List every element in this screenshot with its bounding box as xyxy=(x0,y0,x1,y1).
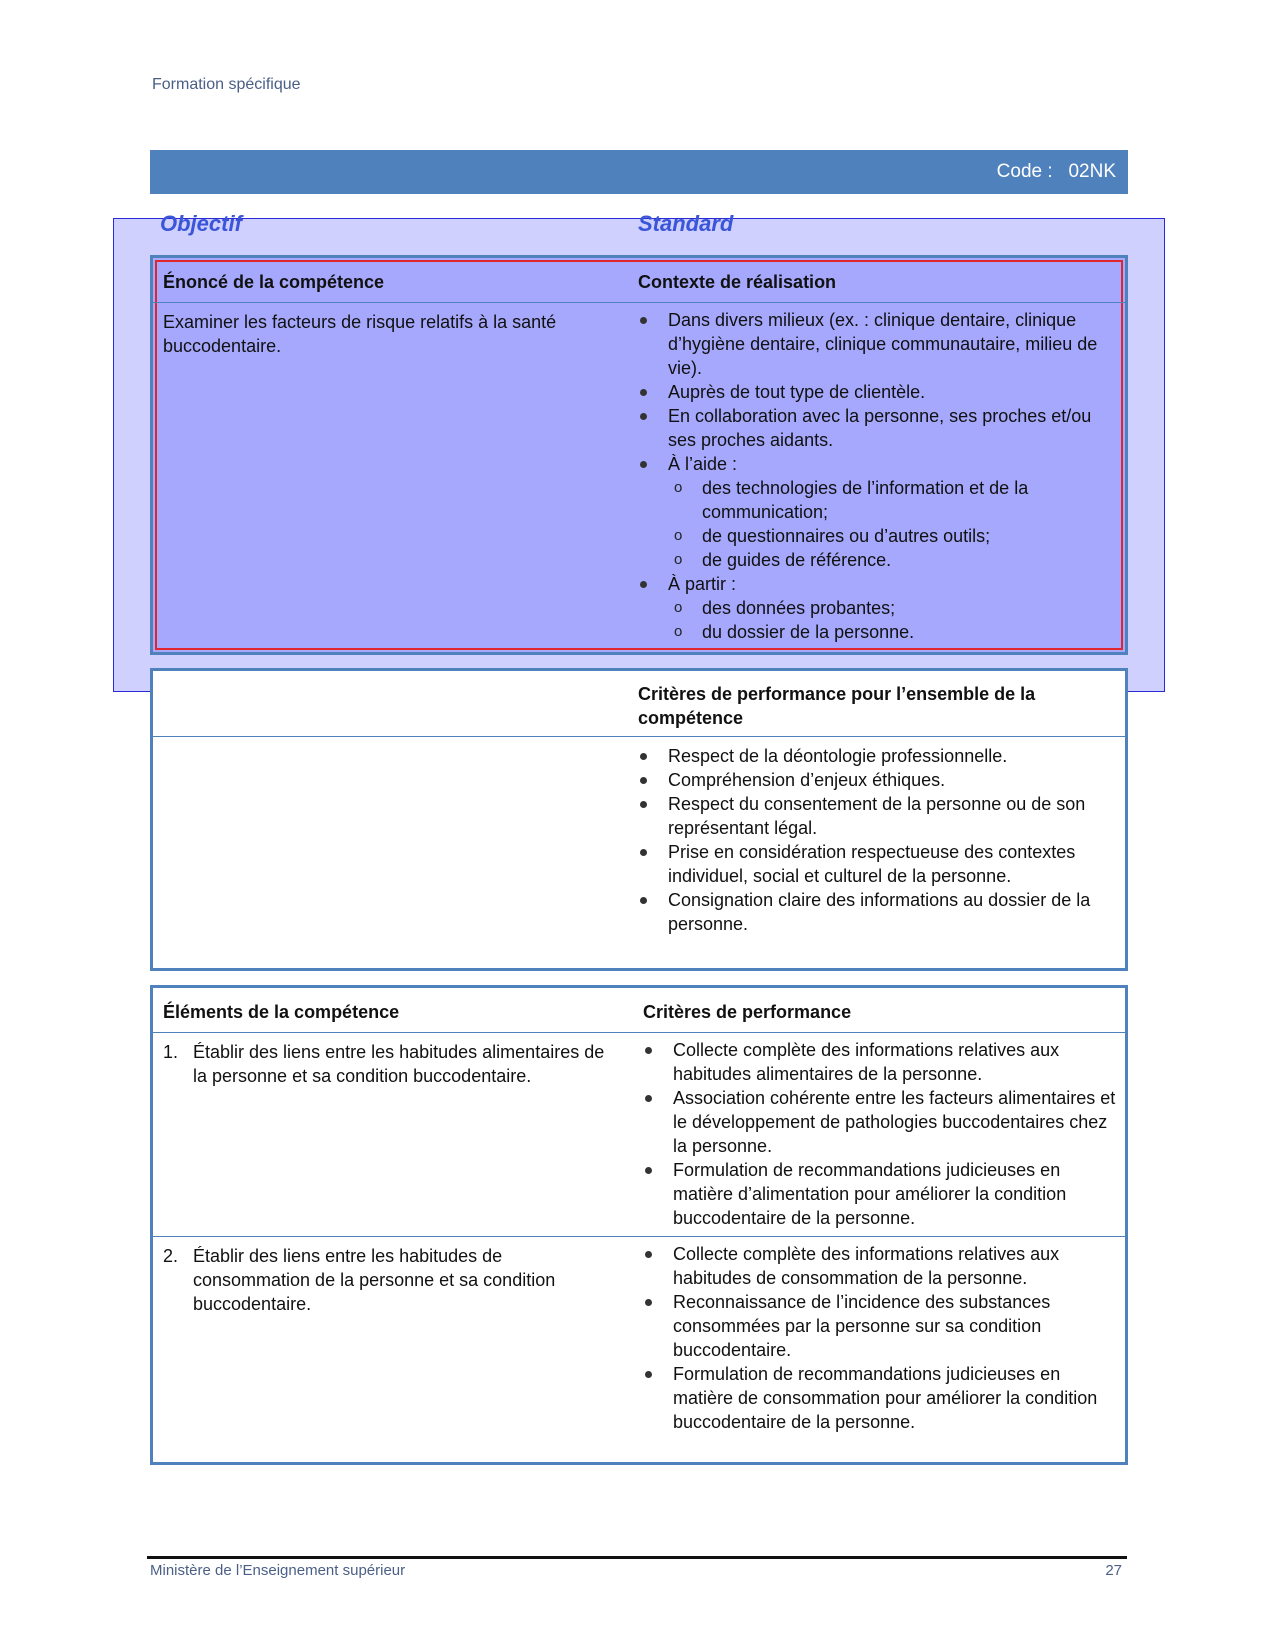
standard-label: Standard xyxy=(638,211,734,236)
context-item-text: Dans divers milieux (ex. : clinique dentaire, clinique d’hygiène dentaire, clinique communautaire, milieu de vie). xyxy=(668,310,1098,378)
context-item xyxy=(638,452,1118,476)
performance-criterion: Reconnaissance de l’incidence des substances consommées par la personne sur sa condition buccodentaire. xyxy=(643,1290,1123,1362)
objectif-label: Objectif xyxy=(160,211,242,236)
running-header: Formation spécifique xyxy=(152,76,301,93)
context-item-text: Auprès de tout type de clientèle. xyxy=(668,382,926,402)
header-divider xyxy=(153,736,1125,737)
context-header: Contexte de réalisation xyxy=(638,272,837,292)
performance-criterion: Formulation de recommandations judicieuses en matière de consommation pour améliorer la condition buccodentaire de la personne. xyxy=(643,1362,1123,1434)
context-sub-item: o de guides de référence. xyxy=(674,548,1118,572)
context-item xyxy=(638,308,1118,380)
context-sub-item: o des données probantes; xyxy=(674,596,1118,620)
overall-criteria-header: Critères de performance pour l’ensemble de la compétence xyxy=(638,684,1036,728)
criteria-list-2 xyxy=(643,1242,1123,1434)
overall-criteria-list xyxy=(638,744,1118,936)
overall-criterion: Consignation claire des informations au dossier de la personne. xyxy=(638,888,1118,936)
context-sub-item: o de questionnaires ou d’autres outils; xyxy=(674,524,1118,548)
context-item xyxy=(638,572,1118,596)
context-item-text: En collaboration avec la personne, ses proches et/ou ses proches aidants. xyxy=(668,406,1092,450)
footer-ministry: Ministère de l’Enseignement supérieur xyxy=(150,1562,406,1579)
performance-criterion: Collecte complète des informations relatives aux habitudes de consommation de la personne. xyxy=(643,1242,1123,1290)
context-item xyxy=(638,404,1118,452)
criteria-list-1 xyxy=(643,1038,1123,1230)
header-divider xyxy=(153,1032,1125,1033)
context-item xyxy=(638,380,1118,404)
element-text: Établir des liens entre les habitudes alimentaires de la personne et sa condition buccodentaire. xyxy=(193,1042,605,1086)
performance-criterion: Formulation de recommandations judicieuses en matière d’alimentation pour améliorer la condition buccodentaire de la personne. xyxy=(643,1158,1123,1230)
context-item-text: À partir : xyxy=(668,574,737,594)
row-divider xyxy=(153,1236,1125,1237)
element-1 xyxy=(163,1040,623,1088)
competence-statement-table xyxy=(150,255,1128,655)
overall-criteria-table xyxy=(150,668,1128,971)
element-number: 1. xyxy=(163,1042,179,1062)
elements-table xyxy=(150,985,1128,1465)
performance-criterion: Association cohérente entre les facteurs alimentaires et le développement de pathologies buccodentaires chez la personne. xyxy=(643,1086,1123,1158)
page-number: 27 xyxy=(1105,1562,1122,1579)
elements-header: Éléments de la compétence xyxy=(163,1002,400,1022)
performance-criterion: Collecte complète des informations relatives aux habitudes alimentaires de la personne. xyxy=(643,1038,1123,1086)
course-code: Code : 02NK xyxy=(996,161,1116,182)
context-sub-item: o des technologies de l’information et de la communication; xyxy=(674,476,1118,524)
context-sub-list xyxy=(638,476,1118,572)
overall-criterion: Prise en considération respectueuse des contextes individuel, social et culturel de la personne. xyxy=(638,840,1118,888)
code-bar xyxy=(150,150,1128,194)
element-text: Établir des liens entre les habitudes de consommation de la personne et sa condition buccodentaire. xyxy=(193,1246,556,1314)
element-number: 2. xyxy=(163,1246,179,1266)
overall-criterion: Compréhension d’enjeux éthiques. xyxy=(638,768,1118,792)
statement-header: Énoncé de la compétence xyxy=(163,272,385,292)
context-sub-list xyxy=(638,596,1118,644)
footer-rule xyxy=(147,1556,1127,1559)
element-2 xyxy=(163,1244,623,1316)
context-list xyxy=(638,308,1118,644)
competence-statement: Examiner les facteurs de risque relatifs à la santé buccodentaire. xyxy=(163,312,557,356)
overall-criterion: Respect de la déontologie professionnelle. xyxy=(638,744,1118,768)
overall-criterion: Respect du consentement de la personne ou de son représentant légal. xyxy=(638,792,1118,840)
header-divider xyxy=(153,302,1125,303)
performance-criteria-header: Critères de performance xyxy=(643,1002,852,1022)
context-sub-item: o du dossier de la personne. xyxy=(674,620,1118,644)
context-item-text: À l’aide : xyxy=(668,454,738,474)
